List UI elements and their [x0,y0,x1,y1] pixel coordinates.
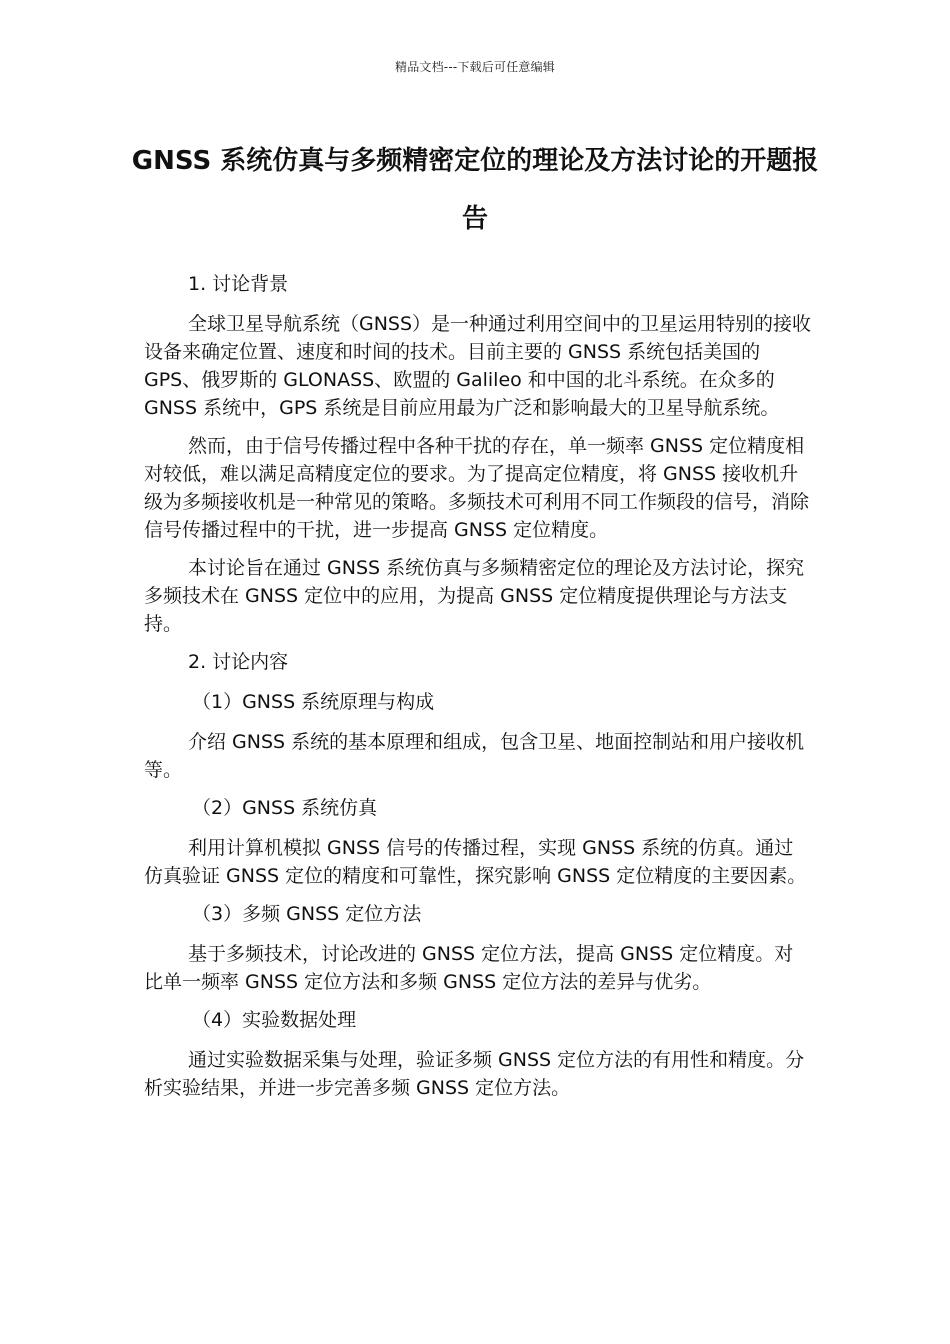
document-body [144,270,812,1112]
paragraph-multifreq-method: 基于多频技术，讨论改进的 GNSS 定位方法，提高 GNSS 定位精度。对比单一频率 GNSS 定位方法和多频 GNSS 定位方法的差异与优劣。 [144,943,794,993]
paragraph-background-1: 全球卫星导航系统（GNSS）是一种通过利用空间中的卫星运用特别的接收设备来确定位置、速度和时间的技术。目前主要的 GNSS 系统包括美国的 GPS、俄罗斯的 GLONASS、欧盟的 Galileo 和中国的北斗系统。在众多的 GNSS 系统中，GPS 系统是目前应用最为广泛和影响最大的卫星导航系统。 [144,313,812,419]
subheading-gnss-simulation: （2）GNSS 系统仿真 [192,797,378,819]
header-note: 精品文档---下载后可任意编辑 [395,60,555,74]
subheading-multifreq-method: （3）多频 GNSS 定位方法 [192,903,422,925]
document-title: GNSS 系统仿真与多频精密定位的理论及方法讨论的开题报告 [131,146,819,234]
paragraph-background-2: 然而，由于信号传播过程中各种干扰的存在，单一频率 GNSS 定位精度相对较低，难以满足高精度定位的要求。为了提高定位精度，将 GNSS 接收机升级为多频接收机是一种常见的策略。多频技术可利用不同工作频段的信号，消除信号传播过程中的干扰，进一步提高 GNSS 定位精度。 [144,435,810,541]
paragraph-gnss-simulation: 利用计算机模拟 GNSS 信号的传播过程，实现 GNSS 系统的仿真。通过仿真验证 GNSS 定位的精度和可靠性，探究影响 GNSS 定位精度的主要因素。 [144,837,807,887]
paragraph-gnss-principle: 介绍 GNSS 系统的基本原理和组成，包含卫星、地面控制站和用户接收机等。 [144,731,805,781]
subheading-gnss-principle: （1）GNSS 系统原理与构成 [192,691,435,713]
paragraph-background-3: 本讨论旨在通过 GNSS 系统仿真与多频精密定位的理论及方法讨论，探究多频技术在 GNSS 定位中的应用，为提高 GNSS 定位精度提供理论与方法支持。 [144,557,805,635]
subheading-experiment-data: （4）实验数据处理 [192,1009,357,1031]
paragraph-experiment-data: 通过实验数据采集与处理，验证多频 GNSS 定位方法的有用性和精度。分析实验结果，并进一步完善多频 GNSS 定位方法。 [144,1049,805,1099]
section-heading-background: 1. 讨论背景 [188,273,289,295]
section-heading-content: 2. 讨论内容 [188,651,289,673]
